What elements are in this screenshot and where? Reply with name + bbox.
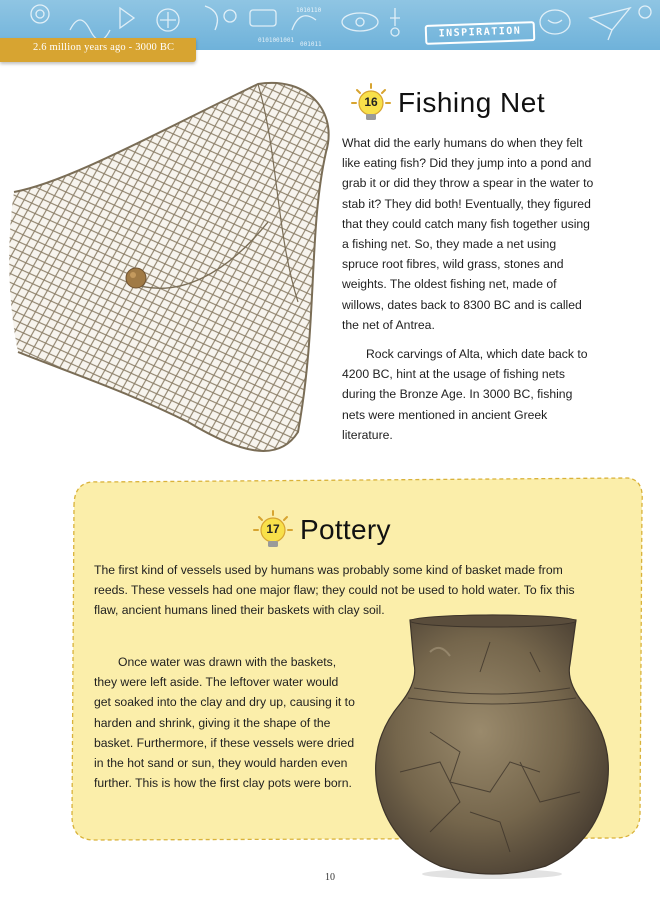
section-title: Pottery (300, 514, 391, 545)
section-number: 17 (266, 522, 280, 536)
inspiration-badge (425, 21, 536, 45)
svg-text:1010110: 1010110 (296, 7, 322, 14)
fishing-net-paragraph-1: What did the early humans do when they felt like eating fish? Did they jump into a pond and grab it or did they throw a spear in the water to stab it? They did both! Eventually, they figured that they could catch many fish together using a fishing net. So, they made a net using spruce root fibres, wild grass, stones and weights. The oldest fishing net, made of willows, dates back to 8300 BC and is called the net of Antrea. (342, 136, 594, 332)
section-number: 16 (364, 95, 378, 109)
pottery-paragraph-2: Once water was drawn with the baskets, they were left aside. The leftover water would get soaked into the clay and dry up, causing it to harden and shrink, giving it the shape of the basket. Furthermore, if these vessels were dried in the hot sand or sun, they would harden even further. This is how the first clay pots were born. (94, 655, 355, 791)
svg-text:0101001001: 0101001001 (258, 37, 295, 44)
inspiration-label: INSPIRATION (438, 25, 522, 40)
lightbulb-icon (350, 82, 392, 124)
lightbulb-icon (252, 509, 294, 551)
timeline-tab (0, 38, 196, 62)
clay-pot-image (370, 612, 614, 880)
svg-text:001011: 001011 (300, 41, 322, 48)
timeline-label: 2.6 million years ago - 3000 BC (33, 42, 175, 53)
fishing-net-image (8, 72, 340, 464)
page-number: 10 (325, 872, 335, 883)
section-title: Fishing Net (398, 87, 546, 118)
section-heading-fishing-net (350, 82, 545, 124)
fishing-net-paragraph-2: Rock carvings of Alta, which date back to 4200 BC, hint at the usage of fishing nets during the Bronze Age. In 3000 BC, fishing nets were mentioned in ancient Greek literature. (342, 347, 588, 442)
section-heading-pottery (252, 509, 391, 551)
pottery-paragraph-1: The first kind of vessels used by humans was probably some kind of basket made from reeds. These vessels had one major flaw; they could not be used to hold water. To fix this flaw, ancient humans lined their baskets with clay soil. (94, 563, 575, 618)
